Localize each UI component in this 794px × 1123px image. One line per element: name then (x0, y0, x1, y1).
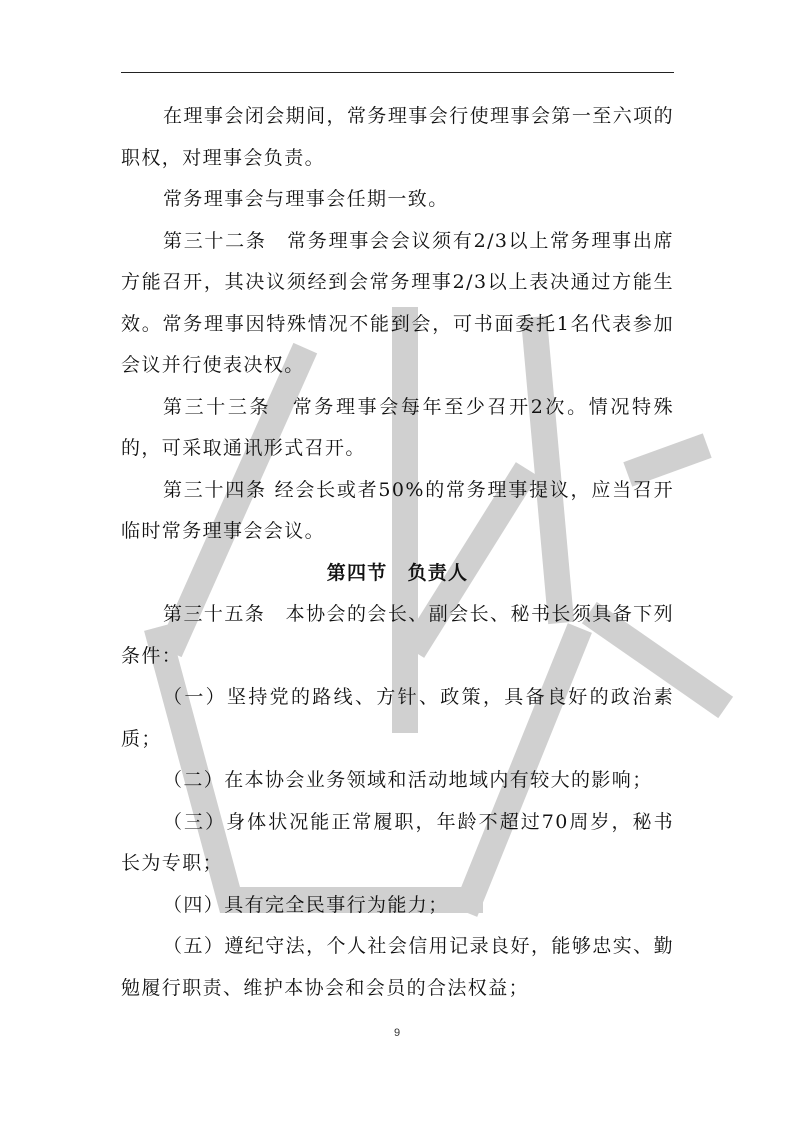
document-body (121, 96, 674, 1009)
paragraph: 第三十三条 常务理事会每年至少召开2次。情况特殊的，可采取通讯形式召开。 (121, 395, 674, 459)
list-item: （二）在本协会业务领域和活动地域内有较大的影响； (163, 769, 653, 791)
paragraph: 第三十四条 经会长或者50%的常务理事提议，应当召开临时常务理事会会议。 (121, 478, 674, 542)
paragraph: 第三十二条 常务理事会会议须有2/3以上常务理事出席方能召开，其决议须经到会常务理事2/3以上表决通过方能生效。常务理事因特殊情况不能到会，可书面委托1名代表参加会议并行使表决权。 (121, 229, 674, 376)
paragraph: 第三十五条 本协会的会长、副会长、秘书长须具备下列条件： (121, 603, 674, 667)
list-item: （三）身体状况能正常履职，年龄不超过70周岁，秘书长为专职； (121, 810, 674, 874)
paragraph: 常务理事会与理事会任期一致。 (163, 188, 449, 210)
list-item: （四）具有完全民事行为能力； (163, 893, 449, 916)
list-item: （五）遵纪守法，个人社会信用记录良好，能够忠实、勤勉履行职责、维护本协会和会员的合法权益； (121, 935, 674, 999)
paragraph: 在理事会闭会期间，常务理事会行使理事会第一至六项的职权，对理事会负责。 (121, 105, 674, 169)
page-number: 9 (393, 1027, 401, 1039)
section-title: 第四节 负责人 (326, 561, 469, 584)
list-item: （一）坚持党的路线、方针、政策，具备良好的政治素质； (121, 686, 674, 750)
header-rule (121, 72, 674, 73)
